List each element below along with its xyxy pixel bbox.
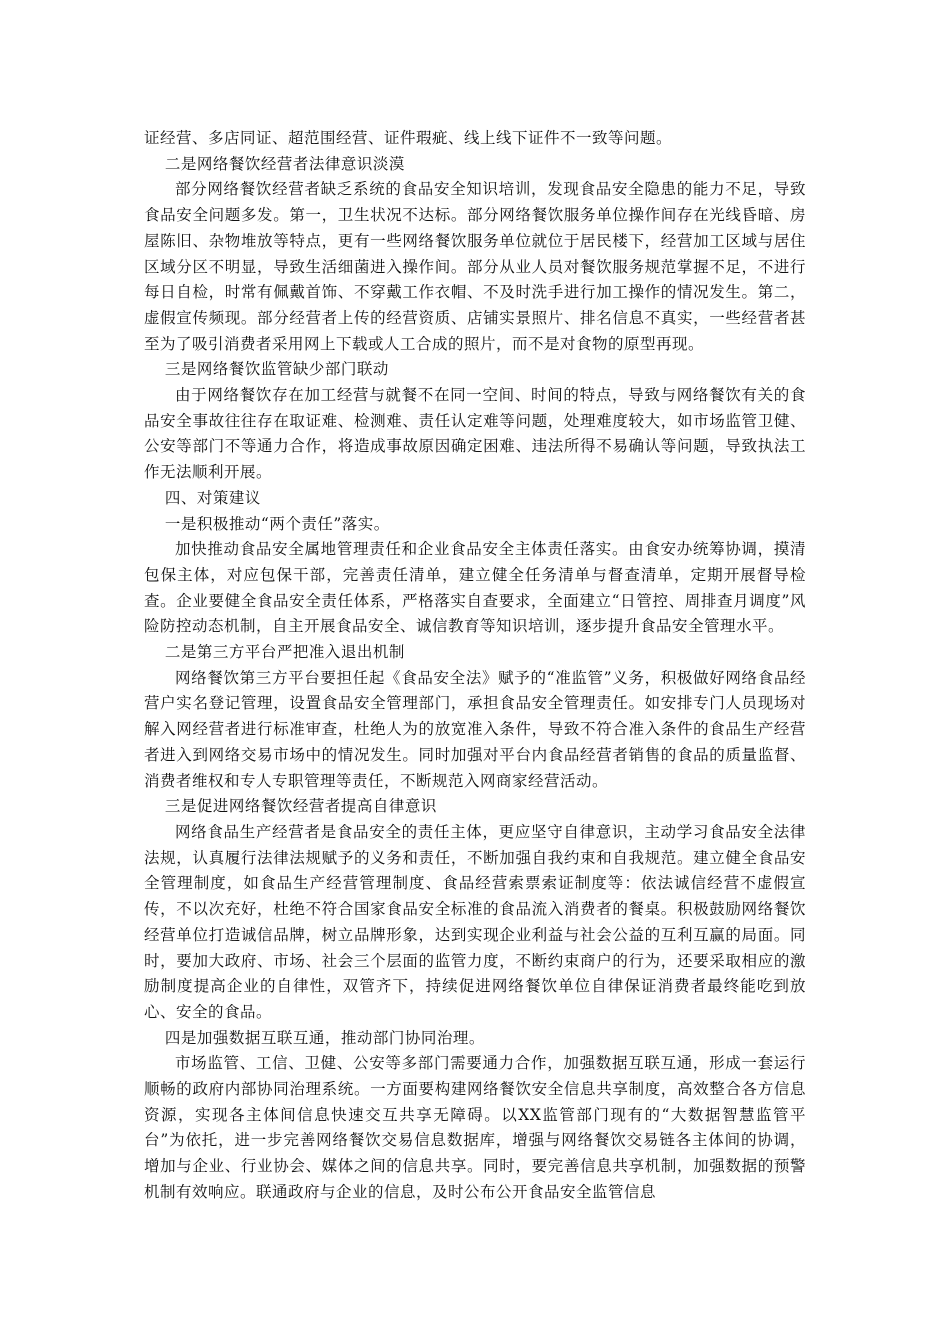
paragraph-platform-access: 网络餐饮第三方平台要担任起《食品安全法》赋予的“准监管”义务，积极做好网络食品经营户实名登记管理，设置食品安全管理部门，承担食品安全管理责任。如安排专门人员现场对解入网经营者进行标准审查，杜绝人为的放宽准入条件，导致不符合准入条件的食品生产经营者进入到网络交易市场中的情况发生。同时加强对平台内食品经营者销售的食品的质量监督、消费者维权和专人专职管理等责任，不断规范入网商家经营活动。 (144, 668, 806, 790)
subheading-legal-awareness: 二是网络餐饮经营者法律意识淡漠 (164, 154, 405, 173)
paragraph-data-sharing: 市场监管、工信、卫健、公安等多部门需要通力合作，加强数据互联互通，形成一套运行顺畅的政府内部协同治理系统。一方面要构建网络餐饮安全信息共享制度，高效整合各方信息资源，实现各主体间信息快速交互共享无障碍。以XX监管部门现有的“大数据智慧监管平台”为依托，进一步完善网络餐饮交易信息数据库，增强与网络餐饮交易链各主体间的协调，增加与企业、行业协会、媒体之间的信息共享。同时，要完善信息共享机制，加强数据的预警机制有效响应。联通政府与企业的信息，及时公布公开食品安全监管信息 (144, 1054, 806, 1201)
paragraph-legal-awareness: 部分网络餐饮经营者缺乏系统的食品安全知识培训，发现食品安全隐患的能力不足，导致食品安全问题多发。第一，卫生状况不达标。部分网络餐饮服务单位操作间存在光线昏暗、房屋陈旧、杂物堆放等特点，更有一些网络餐饮服务单位就位于居民楼下，经营加工区域与居住区域分区不明显，导致生活细菌进入操作间。部分从业人员对餐饮服务规范掌握不足，不进行每日自检，时常有佩戴首饰、不穿戴工作衣帽、不及时洗手进行加工操作的情况发生。第二，虚假宣传频现。部分经营者上传的经营资质、店铺实景照片、排名信息不真实，一些经营者甚至为了吸引消费者采用网上下载或人工合成的照片，而不是对食物的原型再现。 (144, 180, 806, 353)
paragraph-two-responsibilities: 加快推动食品安全属地管理责任和企业食品安全主体责任落实。由食安办统筹协调，摸清包保主体，对应包保干部，完善责任清单，建立健全任务清单与督查清单，定期开展督导检查。企业要健全食品安全责任体系，严格落实自查要求，全面建立“日管控、周排查月调度”风险防控动态机制，自主开展食品安全、诚信教育等知识培训，逐步提升食品安全管理水平。 (144, 540, 806, 636)
document-body (144, 126, 806, 1206)
subheading-two-responsibilities: 一是积极推动“两个责任”落实。 (164, 514, 390, 533)
subheading-data-sharing: 四是加强数据互联互通，推动部门协同治理。 (164, 1028, 485, 1047)
paragraph-department-linkage: 由于网络餐饮存在加工经营与就餐不在同一空间、时间的特点，导致与网络餐饮有关的食品安全事故往往存在取证难、检测难、责任认定难等问题，处理难度较大，如市场监管卫健、公安等部门不等通力合作，将造成事故原因确定困难、违法所得不易确认等问题，导致执法工作无法顺利开展。 (144, 386, 806, 482)
section-heading-recommendations: 四、对策建议 (164, 488, 261, 507)
subheading-department-linkage: 三是网络餐饮监管缺少部门联动 (164, 360, 389, 379)
subheading-platform-access: 二是第三方平台严把准入退出机制 (164, 643, 405, 662)
subheading-self-discipline: 三是促进网络餐饮经营者提高自律意识 (164, 797, 437, 816)
paragraph-self-discipline: 网络食品生产经营者是食品安全的责任主体，更应坚守自律意识，主动学习食品安全法律法规，认真履行法律法规赋予的义务和责任，不断加强自我约束和自我规范。建立健全食品安全管理制度，如食品生产经营管理制度、食品经营索票索证制度等：依法诚信经营不虚假宣传，不以次充好，杜绝不符合国家食品安全标准的食品流入消费者的餐桌。积极鼓励网络餐饮经营单位打造诚信品牌，树立品牌形象，达到实现企业利益与社会公益的互利互赢的局面。同时，要加大政府、市场、社会三个层面的监管力度，不断约束商户的行为，还要采取相应的激励制度提高企业的自律性，双管齐下，持续促进网络餐饮单位自律保证消费者最终能吃到放心、安全的食品。 (144, 822, 806, 1021)
paragraph-continuation: 证经营、多店同证、超范围经营、证件瑕疵、线上线下证件不一致等问题。 (144, 129, 673, 147)
